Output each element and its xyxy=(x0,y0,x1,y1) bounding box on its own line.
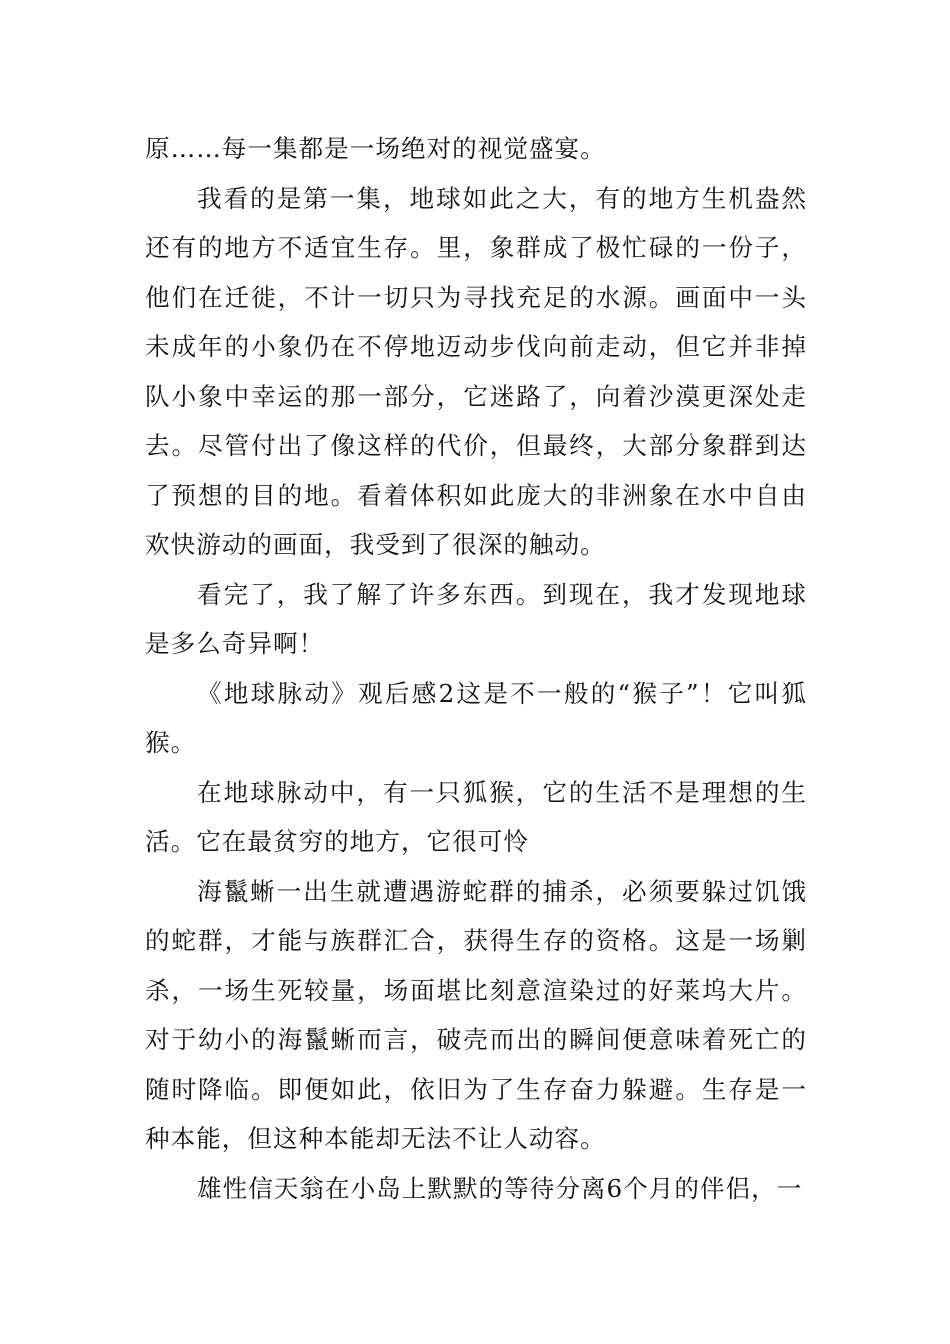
paragraph-4: 《地球脉动》观后感2这是不一般的“猴子”！它叫狐猴。 xyxy=(145,678,807,757)
paragraph-5: 在地球脉动中，有一只狐猴，它的生活不是理想的生活。它在最贫穷的地方，它很可怜 xyxy=(145,777,807,856)
paragraph-6: 海鬣蜥一出生就遭遇游蛇群的捕杀，必须要躲过饥饿的蛇群，才能与族群汇合，获得生存的资格。这是一场剿杀，一场生死较量，场面堪比刻意渲染过的好莱坞大片。对于幼小的海鬣蜥而言，破壳而出的瞬间便意味着死亡的随时降临。即便如此，依旧为了生存奋力躲避。生存是一种本能，但这种本能却无法不让人动容。 xyxy=(145,876,807,1153)
paragraph-1: 原……每一集都是一场绝对的视觉盛宴。 xyxy=(145,134,606,163)
paragraph-7: 雄性信天翁在小岛上默默的等待分离6个月的伴侣，一 xyxy=(197,1173,803,1203)
paragraph-3: 看完了，我了解了许多东西。到现在，我才发现地球是多么奇异啊！ xyxy=(145,579,807,658)
document-page xyxy=(145,124,807,1213)
paragraph-2: 我看的是第一集，地球如此之大，有的地方生机盎然还有的地方不适宜生存。里，象群成了极忙碌的一份子，他们在迁徙，不计一切只为寻找充足的水源。画面中一头未成年的小象仍在不停地迈动步伐向前走动，但它并非掉队小象中幸运的那一部分，它迷路了，向着沙漠更深处走去。尽管付出了像这样的代价，但最终，大部分象群到达了预想的目的地。看着体积如此庞大的非洲象在水中自由欢快游动的画面，我受到了很深的触动。 xyxy=(145,183,807,559)
